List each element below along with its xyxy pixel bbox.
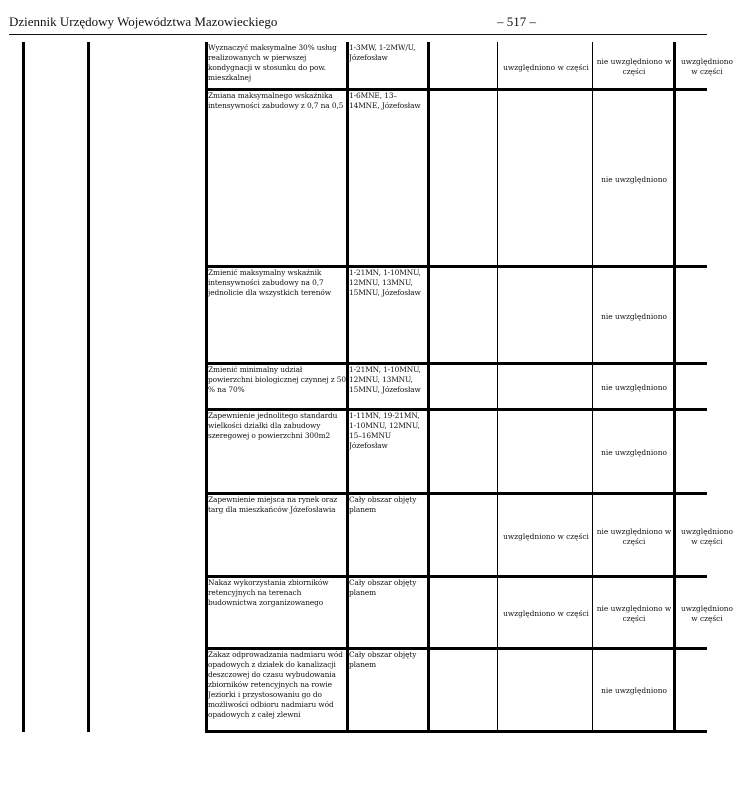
row-description: Zapewnienie jednolitego standardu wielkości działki dla zabudowy szeregowej o powierzchni 300m2 xyxy=(208,411,338,440)
row-resolution: uwzględniono w części xyxy=(681,527,733,546)
row-location: 1-11MN, 19-21MN, 1-10MNU, 12MNU, 15–16MNU Józefosław xyxy=(349,411,420,450)
table-column-divider xyxy=(497,42,498,732)
row-divider xyxy=(205,730,707,733)
row-description: Zmiana maksymalnego wskaźnika intensywności zabudowy z 0,7 na 0,5 xyxy=(208,91,344,110)
row-description: Nakaz wykorzystania zbiorników retencyjnych na terenach budownictwa zorganizowanego xyxy=(208,578,329,607)
header-rule xyxy=(9,34,707,35)
row-resolution: uwzględniono w części xyxy=(503,609,589,618)
row-description: Zmienić maksymalny wskaźnik intensywności zabudowy na 0,7 jednolicie dla wszystkich terenów xyxy=(208,268,331,297)
row-resolution: nie uwzględniono xyxy=(601,312,667,321)
page-number: – 517 – xyxy=(497,14,536,29)
row-description: Wyznaczyć maksymalne 30% usług realizowanych w pierwszej kondygnacji w stosunku do pow. mieszkalnej xyxy=(208,43,337,82)
row-resolution: nie uwzględniono w części xyxy=(596,527,672,546)
table-column-divider xyxy=(427,42,430,732)
journal-title: Dziennik Urzędowy Województwa Mazowieckiego xyxy=(9,14,278,29)
row-resolution: uwzględniono w części xyxy=(503,532,589,541)
row-resolution: nie uwzględniono xyxy=(601,448,667,457)
row-description: Zapewnienie miejsca na rynek oraz targ dla mieszkańców Józefosławia xyxy=(208,495,338,514)
row-location: 1-3MW, 1-2MW/U, Józefosław xyxy=(349,43,416,62)
row-resolution: nie uwzględniono xyxy=(601,383,667,392)
row-resolution: uwzględniono w części xyxy=(681,57,733,76)
table-column-divider xyxy=(592,42,593,732)
row-resolution: nie uwzględniono w części xyxy=(596,604,672,623)
row-location: Cały obszar objęty planem xyxy=(349,578,417,597)
row-description: Zakaz odprowadzania nadmiaru wód opadowych z działek do kanalizacji deszczowej do czasu wybudowania zbiorników retencyjnych na rowie Jeziorki i przystosowaniu go do możliwości odbioru nadmiaru wód opadowych z całej zlewni xyxy=(208,650,343,719)
row-location: 1-21MN, 1-10MNU, 12MNU, 13MNU, 15MNU, Józefosław xyxy=(349,268,421,297)
row-location: 1-6MNE, 13–14MNE, Józefosław xyxy=(349,91,421,110)
row-resolution: nie uwzględniono xyxy=(601,175,667,184)
table-column-divider xyxy=(87,42,90,732)
row-location: 1-21MN, 1-10MNU, 12MNU, 13MNU, 15MNU, Józefosław xyxy=(349,365,421,394)
table-border-left xyxy=(22,42,25,732)
row-location: Cały obszar objęty planem xyxy=(349,650,417,669)
row-description: Zmienić minimalny udział powierzchni biologicznej czynnej z 50 % na 70% xyxy=(208,365,346,394)
row-location: Cały obszar objęty planem xyxy=(349,495,417,514)
row-resolution: uwzględniono w części xyxy=(503,63,589,72)
row-resolution: uwzględniono w części xyxy=(681,604,733,623)
row-resolution: nie uwzględniono xyxy=(601,686,667,695)
row-resolution: nie uwzględniono w części xyxy=(596,57,672,76)
